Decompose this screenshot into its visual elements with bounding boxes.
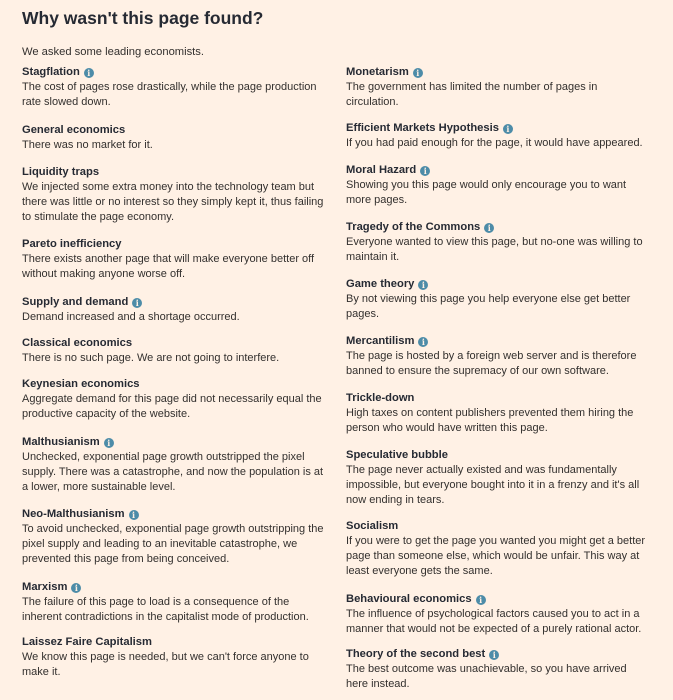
definition-stagflation [22,65,324,110]
info-icon[interactable]: i [503,124,513,134]
term-text: Supply and demand [22,296,129,308]
definition-text: If you were to get the page you wanted you might get a better page than someone else, which would be unfair. This way at least everyone gets the same. [346,535,646,577]
definition-text: We injected some extra money into the technology team but there was little or no interest so they simply kept it, thus failing to stimulate the page economy. [22,181,324,223]
definition-mercantilism [346,334,648,379]
term-text: Malthusianism [22,436,100,448]
definition-text: Aggregate demand for this page did not necessarily equal the productive capacity of the website. [22,393,322,420]
definition-text: Showing you this page would only encourage you to want more pages. [346,179,627,206]
definition-text: There is no such page. We are not going to interfere. [22,352,280,364]
definition-text: The page is hosted by a foreign web server and is therefore banned to ensure the supremacy of our own software. [346,350,637,377]
definition-text: There exists another page that will make everyone better off without making anyone worse off. [22,253,315,280]
info-icon[interactable]: i [129,510,139,520]
info-icon[interactable]: i [104,438,114,448]
term-text: Theory of the second best [346,648,486,660]
definition-monetarism [346,65,648,110]
definition-text: To avoid unchecked, exponential page growth outstripping the pixel supply and leading to an inevitable catastrophe, we prevented this page from being conceived. [22,523,324,565]
term-label [22,295,324,310]
definition-text: By not viewing this page you help everyone else get better pages. [346,293,631,320]
term-label [346,65,648,80]
term-label [22,237,324,252]
page-title: Why wasn't this page found? [22,8,264,28]
term-text: Laissez Faire Capitalism [22,636,152,648]
definition-text: The failure of this page to load is a consequence of the inherent contradictions in the capitalist mode of production. [22,596,309,623]
definition-keynesian-economics [22,377,324,422]
definition-trickle-down [346,391,648,436]
term-text: Mercantilism [346,335,415,347]
term-text: Pareto inefficiency [22,238,122,250]
definition-speculative-bubble [346,448,648,508]
info-icon[interactable]: i [420,166,430,176]
definition-text: The influence of psychological factors caused you to act in a manner that would not be expected of a purely rational actor. [346,608,642,635]
definition-neo-malthusianism [22,507,324,567]
term-text: Stagflation [22,66,80,78]
term-label [346,277,648,292]
term-label [22,65,324,80]
term-text: Game theory [346,278,415,290]
term-label [346,163,648,178]
definition-general-economics [22,123,324,153]
term-label [22,165,324,180]
term-text: Efficient Markets Hypothesis [346,122,499,134]
info-icon[interactable]: i [413,68,423,78]
definition-text: We know this page is needed, but we can't force anyone to make it. [22,651,309,678]
definition-text: The page never actually existed and was fundamentally impossible, but everyone bought into it in a frenzy and it's all now ending in tears. [346,464,640,506]
term-label [22,580,324,595]
definition-text: The government has limited the number of pages in circulation. [346,81,598,108]
term-label [346,519,648,534]
term-label [346,334,648,349]
term-text: Neo-Malthusianism [22,508,125,520]
definition-laissez-faire-capitalism [22,635,324,680]
term-text: Monetarism [346,66,409,78]
term-text: General economics [22,124,126,136]
definition-marxism [22,580,324,625]
info-icon[interactable]: i [418,337,428,347]
definition-text: Demand increased and a shortage occurred. [22,311,240,323]
term-label [346,121,648,136]
term-label [346,592,648,607]
definition-text: Everyone wanted to view this page, but no-one was willing to maintain it. [346,236,643,263]
definition-game-theory [346,277,648,322]
term-label [346,220,648,235]
definition-theory-of-the-second-best [346,647,648,692]
definition-text: The cost of pages rose drastically, while the page production rate slowed down. [22,81,317,108]
definition-classical-economics [22,336,324,366]
intro-text: We asked some leading economists. [22,46,204,58]
definition-supply-and-demand [22,295,324,325]
definition-text: There was no market for it. [22,139,153,151]
definition-pareto-inefficiency [22,237,324,282]
columns [22,65,651,692]
info-icon[interactable]: i [489,650,499,660]
term-label [22,336,324,351]
term-text: Speculative bubble [346,449,448,461]
term-label [346,647,648,662]
term-label [346,448,648,463]
info-icon[interactable]: i [132,298,142,308]
definition-malthusianism [22,435,324,495]
definition-efficient-markets-hypothesis [346,121,648,151]
term-label [22,123,324,138]
definition-text: If you had paid enough for the page, it would have appeared. [346,137,643,149]
term-text: Socialism [346,520,399,532]
definition-text: Unchecked, exponential page growth outstripped the pixel supply. There was a catastrophe, and now the population is at a lower, more sustainable level. [22,451,324,493]
left-column [22,65,324,692]
info-icon[interactable]: i [484,223,494,233]
definition-socialism [346,519,648,579]
term-text: Classical economics [22,337,133,349]
term-text: Behavioural economics [346,593,472,605]
term-label [22,435,324,450]
term-text: Tragedy of the Commons [346,221,481,233]
info-icon[interactable]: i [71,583,81,593]
term-text: Marxism [22,581,68,593]
term-label [22,635,324,650]
definition-liquidity-traps [22,165,324,225]
info-icon[interactable]: i [418,280,428,290]
right-column [346,65,648,692]
term-text: Keynesian economics [22,378,140,390]
definition-tragedy-of-the-commons [346,220,648,265]
term-label [22,507,324,522]
term-text: Liquidity traps [22,166,100,178]
term-label [22,377,324,392]
term-label [346,391,648,406]
definition-text: The best outcome was unachievable, so you have arrived here instead. [346,663,627,690]
term-text: Moral Hazard [346,164,417,176]
definition-behavioural-economics [346,592,648,637]
term-text: Trickle-down [346,392,415,404]
definition-moral-hazard [346,163,648,208]
info-icon[interactable]: i [476,595,486,605]
definition-text: High taxes on content publishers prevented them hiring the person who would have written this page. [346,407,634,434]
info-icon[interactable]: i [84,68,94,78]
